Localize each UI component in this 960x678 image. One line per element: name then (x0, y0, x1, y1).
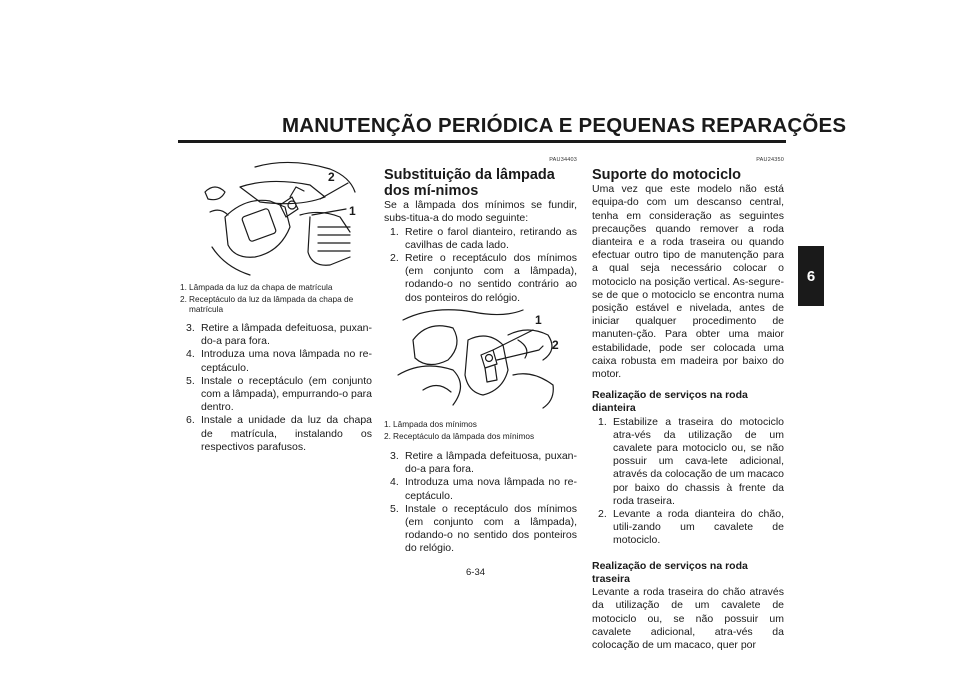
middle-section (384, 154, 577, 305)
section-intro: Uma vez que este modelo não está equipa-do com um descanso central, tenha em consideração as seguintes precauções quando remover a roda dianteira e a roda traseira ou quando efectuar outro tipo de manutenção para a qual seja necessário colocar o motociclo na posição vertical. As-segure-se de que o motociclo se encontra numa posição estável e nivelada, antes de iniciar qualquer procedimento de manuten-ção. Para obter uma maior estabilidade, pode ser colocada uma caixa robusta em madeira por baixo do motor. (592, 183, 784, 381)
step-item: 2. Retire o receptáculo dos mínimos (em conjunto com a lâmpada), rodando-o no sentido contrário ao dos ponteiros do relógio. (390, 252, 577, 304)
caption-item: 2. Receptáculo da luz da lâmpada da chapa de matrícula (180, 294, 354, 314)
section-title: Substituição da lâmpada dos mí-nimos (384, 167, 555, 200)
middle-steps-b (390, 450, 577, 556)
step-item: 1. Retire o farol dianteiro, retirando as cavilhas de cada lado. (390, 225, 577, 251)
step-item: 2. Levante a roda dianteira do chão, utili-zando um cavalete de motociclo. (598, 508, 784, 547)
left-captions (180, 282, 372, 314)
caption-item: 2. Receptáculo da lâmpada dos mínimos (384, 431, 535, 441)
section-title: Suporte do motociclo (592, 167, 742, 184)
step-item: 4. Introduza uma nova lâmpada no re-ceptáculo. (186, 348, 372, 374)
step-item: 1. Estabilize a traseira do motociclo atra-vés da utilização de um cavalete para motociclo ou, se não possuir um cava-lete adicional, através da colocação de um macaco por baixo do chassis à frente da roda traseira. (598, 415, 785, 507)
step-item: 3. Retire a lâmpada defeituosa, puxan-do-a para fora. (390, 450, 577, 476)
front-wheel-heading: Realização de serviços na roda dianteira (592, 389, 748, 415)
left-steps (186, 322, 372, 454)
middle-captions (384, 419, 577, 441)
section-intro: Se a lâmpada dos mínimos se fundir, subs-titua-a do modo seguinte: (384, 199, 577, 225)
middle-steps-a (384, 226, 577, 305)
figure-label-1: 1 (535, 313, 542, 327)
caption-item: 1. Lâmpada dos mínimos (384, 419, 477, 429)
step-item: 5. Instale o receptáculo dos mínimos (em conjunto com a lâmpada), rodando-o no sentido dos ponteiros do relógio. (390, 502, 577, 555)
figure-label-2: 2 (552, 338, 559, 352)
rear-wheel-heading: Realização de serviços na roda traseira (592, 559, 748, 585)
section-code: PAU34403 (549, 157, 577, 163)
step-item: 3. Retire a lâmpada defeituosa, puxan-do-a para fora. (186, 322, 372, 348)
chapter-tab: 6 (798, 246, 824, 306)
header-rule (178, 140, 786, 143)
caption-item: 1. Lâmpada da luz da chapa de matrícula (180, 282, 333, 292)
figure-label-1: 1 (349, 204, 356, 218)
right-section (592, 154, 784, 652)
page-number: 6-34 (466, 567, 486, 578)
figure-label-2: 2 (328, 170, 335, 184)
step-item: 4. Introduza uma nova lâmpada no re-ceptáculo. (390, 476, 577, 502)
license-plate-light-illustration (200, 157, 360, 279)
step-item: 5. Instale o receptáculo (em conjunto com a lâmpada), empurrando-o para dentro. (186, 374, 373, 414)
step-item: 6. Instale a unidade da luz da chapa de matrícula, instalando os respectivos parafusos. (186, 414, 372, 453)
page-title: MANUTENÇÃO PERIÓDICA E PEQUENAS REPARAÇÕES (282, 114, 847, 137)
front-wheel-steps (592, 416, 784, 548)
section-code: PAU24350 (756, 157, 784, 163)
rear-wheel-text: Levante a roda traseira do chão através da utilização de um cavalete de motociclo ou, se não possuir um cavalete adicional, atra-vés da colocação de um macaco, quer por (592, 586, 784, 651)
